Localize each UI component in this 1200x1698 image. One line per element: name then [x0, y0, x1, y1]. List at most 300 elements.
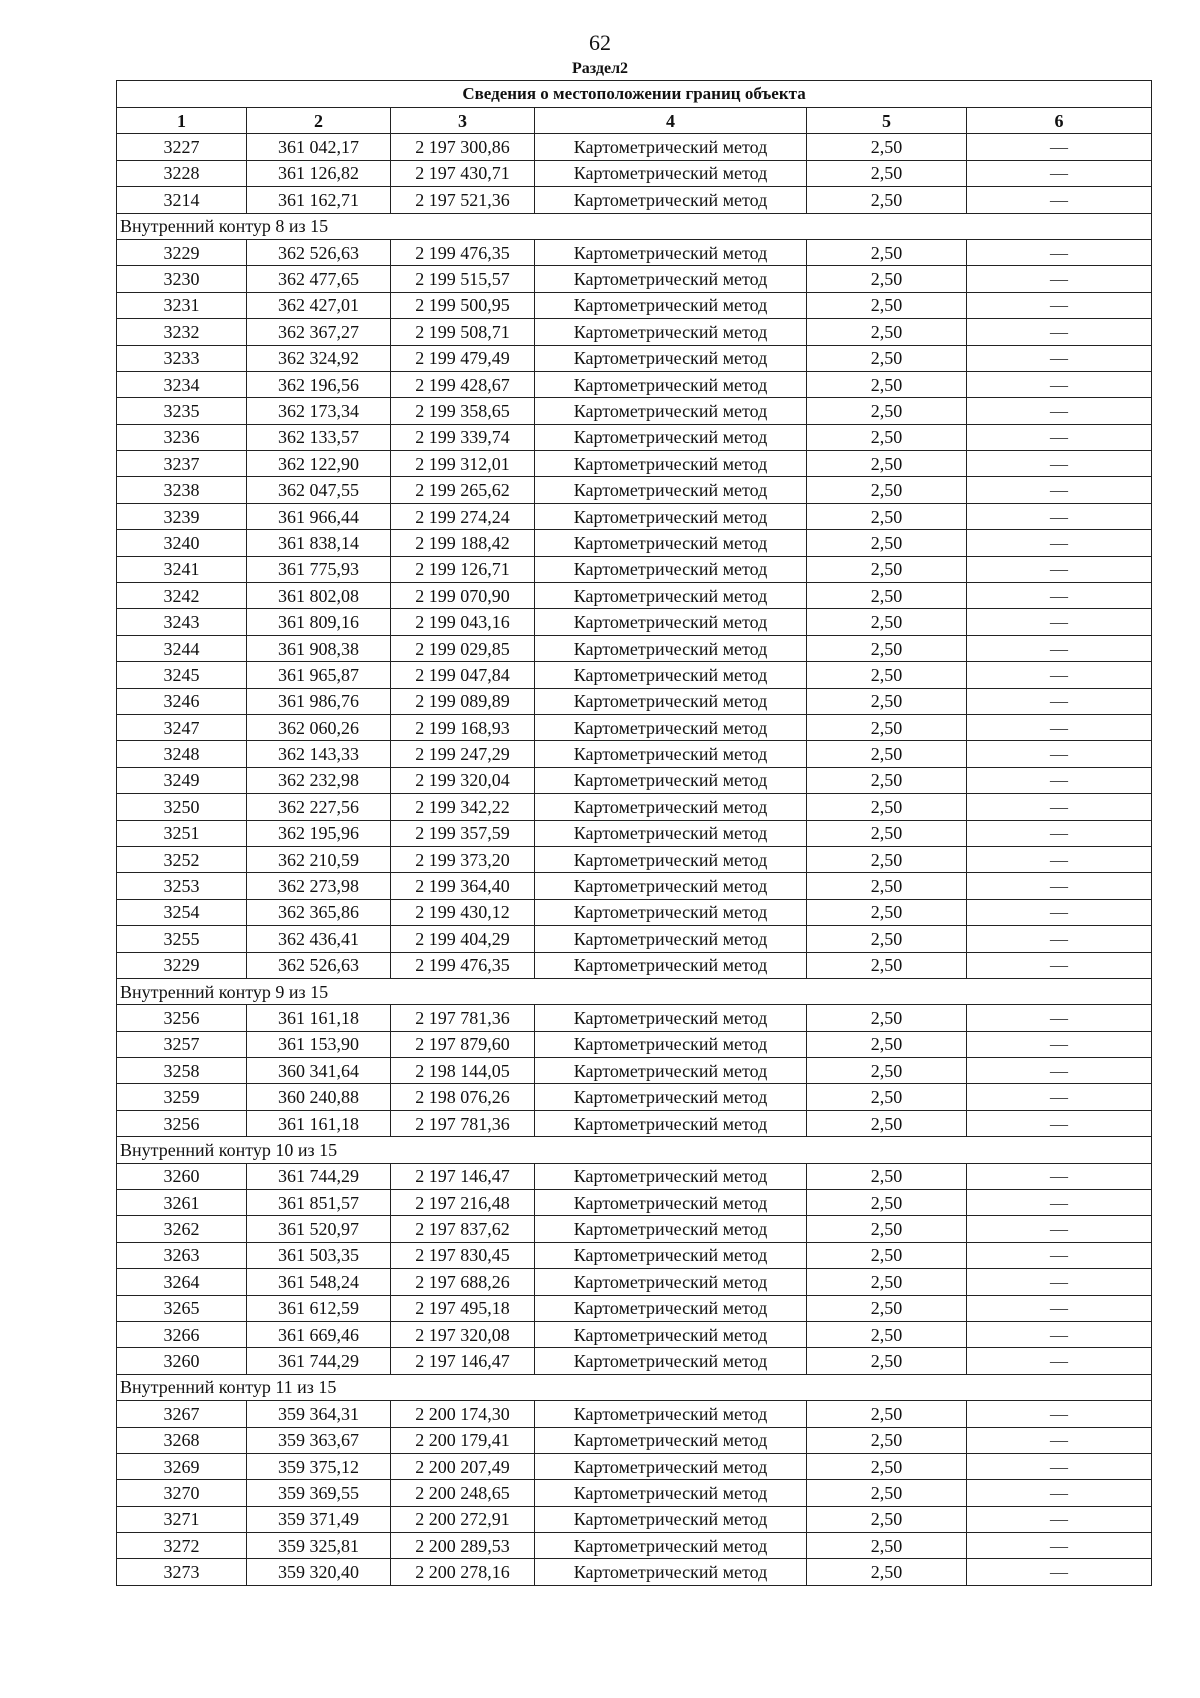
accuracy-cell: 2,50 — [807, 134, 967, 160]
y-coordinate-cell: 2 199 265,62 — [391, 477, 535, 503]
x-coordinate-cell: 361 908,38 — [247, 635, 391, 661]
table-row — [117, 1559, 1152, 1585]
description-cell: — — [967, 134, 1152, 160]
accuracy-cell: 2,50 — [807, 741, 967, 767]
x-coordinate-cell: 361 520,97 — [247, 1216, 391, 1242]
table-body — [117, 134, 1152, 1585]
description-cell: — — [967, 345, 1152, 371]
column-number: 5 — [807, 108, 967, 134]
method-cell: Картометрический метод — [535, 1190, 807, 1216]
method-cell: Картометрический метод — [535, 952, 807, 978]
y-coordinate-cell: 2 200 248,65 — [391, 1480, 535, 1506]
x-coordinate-cell: 362 143,33 — [247, 741, 391, 767]
y-coordinate-cell: 2 199 476,35 — [391, 239, 535, 265]
accuracy-cell: 2,50 — [807, 477, 967, 503]
table-row — [117, 1084, 1152, 1110]
x-coordinate-cell: 359 371,49 — [247, 1506, 391, 1532]
description-cell: — — [967, 451, 1152, 477]
accuracy-cell: 2,50 — [807, 1321, 967, 1347]
point-number-cell: 3241 — [117, 556, 247, 582]
description-cell: — — [967, 952, 1152, 978]
table-row — [117, 1005, 1152, 1031]
method-cell: Картометрический метод — [535, 635, 807, 661]
accuracy-cell: 2,50 — [807, 1110, 967, 1136]
x-coordinate-cell: 362 196,56 — [247, 371, 391, 397]
table-row — [117, 1533, 1152, 1559]
column-number: 2 — [247, 108, 391, 134]
y-coordinate-cell: 2 199 274,24 — [391, 503, 535, 529]
description-cell: — — [967, 609, 1152, 635]
accuracy-cell: 2,50 — [807, 846, 967, 872]
point-number-cell: 3242 — [117, 583, 247, 609]
point-number-cell: 3230 — [117, 266, 247, 292]
x-coordinate-cell: 359 375,12 — [247, 1453, 391, 1479]
y-coordinate-cell: 2 200 272,91 — [391, 1506, 535, 1532]
method-cell: Картометрический метод — [535, 292, 807, 318]
y-coordinate-cell: 2 199 247,29 — [391, 741, 535, 767]
point-number-cell: 3244 — [117, 635, 247, 661]
contour-group-row — [117, 213, 1152, 239]
description-cell: — — [967, 239, 1152, 265]
description-cell: — — [967, 1110, 1152, 1136]
x-coordinate-cell: 360 240,88 — [247, 1084, 391, 1110]
boundary-coordinates-table — [116, 80, 1152, 1586]
y-coordinate-cell: 2 199 188,42 — [391, 530, 535, 556]
accuracy-cell: 2,50 — [807, 952, 967, 978]
table-row — [117, 503, 1152, 529]
point-number-cell: 3257 — [117, 1031, 247, 1057]
x-coordinate-cell: 362 526,63 — [247, 239, 391, 265]
accuracy-cell: 2,50 — [807, 266, 967, 292]
accuracy-cell: 2,50 — [807, 292, 967, 318]
description-cell: — — [967, 292, 1152, 318]
method-cell: Картометрический метод — [535, 451, 807, 477]
point-number-cell: 3256 — [117, 1005, 247, 1031]
x-coordinate-cell: 361 744,29 — [247, 1163, 391, 1189]
y-coordinate-cell: 2 198 076,26 — [391, 1084, 535, 1110]
accuracy-cell: 2,50 — [807, 767, 967, 793]
description-cell: — — [967, 1031, 1152, 1057]
point-number-cell: 3228 — [117, 160, 247, 186]
method-cell: Картометрический метод — [535, 1453, 807, 1479]
method-cell: Картометрический метод — [535, 1110, 807, 1136]
y-coordinate-cell: 2 199 404,29 — [391, 926, 535, 952]
description-cell: — — [967, 1216, 1152, 1242]
description-cell: — — [967, 556, 1152, 582]
method-cell: Картометрический метод — [535, 1506, 807, 1532]
contour-group-label: Внутренний контур 10 из 15 — [117, 1137, 1152, 1163]
x-coordinate-cell: 360 341,64 — [247, 1058, 391, 1084]
table-row — [117, 1401, 1152, 1427]
method-cell: Картометрический метод — [535, 1216, 807, 1242]
accuracy-cell: 2,50 — [807, 1533, 967, 1559]
y-coordinate-cell: 2 197 146,47 — [391, 1348, 535, 1374]
point-number-cell: 3265 — [117, 1295, 247, 1321]
x-coordinate-cell: 362 227,56 — [247, 794, 391, 820]
accuracy-cell: 2,50 — [807, 319, 967, 345]
table-row — [117, 134, 1152, 160]
point-number-cell: 3245 — [117, 662, 247, 688]
y-coordinate-cell: 2 199 342,22 — [391, 794, 535, 820]
page-number: 62 — [589, 30, 611, 55]
column-number: 4 — [535, 108, 807, 134]
method-cell: Картометрический метод — [535, 714, 807, 740]
method-cell: Картометрический метод — [535, 424, 807, 450]
point-number-cell: 3231 — [117, 292, 247, 318]
point-number-cell: 3246 — [117, 688, 247, 714]
y-coordinate-cell: 2 199 070,90 — [391, 583, 535, 609]
description-cell: — — [967, 1295, 1152, 1321]
table-row — [117, 1269, 1152, 1295]
x-coordinate-cell: 361 809,16 — [247, 609, 391, 635]
description-cell: — — [967, 873, 1152, 899]
point-number-cell: 3234 — [117, 371, 247, 397]
y-coordinate-cell: 2 197 146,47 — [391, 1163, 535, 1189]
point-number-cell: 3253 — [117, 873, 247, 899]
method-cell: Картометрический метод — [535, 873, 807, 899]
table-row — [117, 239, 1152, 265]
y-coordinate-cell: 2 199 089,89 — [391, 688, 535, 714]
description-cell: — — [967, 477, 1152, 503]
description-cell: — — [967, 1190, 1152, 1216]
accuracy-cell: 2,50 — [807, 1348, 967, 1374]
table-row — [117, 319, 1152, 345]
x-coordinate-cell: 362 232,98 — [247, 767, 391, 793]
point-number-cell: 3259 — [117, 1084, 247, 1110]
description-cell: — — [967, 1506, 1152, 1532]
method-cell: Картометрический метод — [535, 926, 807, 952]
x-coordinate-cell: 361 986,76 — [247, 688, 391, 714]
point-number-cell: 3261 — [117, 1190, 247, 1216]
method-cell: Картометрический метод — [535, 160, 807, 186]
method-cell: Картометрический метод — [535, 134, 807, 160]
method-cell: Картометрический метод — [535, 1058, 807, 1084]
contour-group-label: Внутренний контур 11 из 15 — [117, 1374, 1152, 1400]
x-coordinate-cell: 359 320,40 — [247, 1559, 391, 1585]
y-coordinate-cell: 2 200 179,41 — [391, 1427, 535, 1453]
point-number-cell: 3266 — [117, 1321, 247, 1347]
description-cell: — — [967, 688, 1152, 714]
table-row — [117, 1190, 1152, 1216]
x-coordinate-cell: 362 047,55 — [247, 477, 391, 503]
accuracy-cell: 2,50 — [807, 1427, 967, 1453]
table-row — [117, 451, 1152, 477]
point-number-cell: 3214 — [117, 187, 247, 213]
y-coordinate-cell: 2 199 168,93 — [391, 714, 535, 740]
section-label: Раздел2 — [571, 60, 629, 77]
accuracy-cell: 2,50 — [807, 1269, 967, 1295]
y-coordinate-cell: 2 197 495,18 — [391, 1295, 535, 1321]
accuracy-cell: 2,50 — [807, 1163, 967, 1189]
description-cell: — — [967, 530, 1152, 556]
x-coordinate-cell: 361 612,59 — [247, 1295, 391, 1321]
method-cell: Картометрический метод — [535, 1321, 807, 1347]
x-coordinate-cell: 361 548,24 — [247, 1269, 391, 1295]
description-cell: — — [967, 503, 1152, 529]
method-cell: Картометрический метод — [535, 820, 807, 846]
method-cell: Картометрический метод — [535, 767, 807, 793]
table-row — [117, 952, 1152, 978]
accuracy-cell: 2,50 — [807, 688, 967, 714]
method-cell: Картометрический метод — [535, 662, 807, 688]
table-row — [117, 424, 1152, 450]
y-coordinate-cell: 2 197 521,36 — [391, 187, 535, 213]
description-cell: — — [967, 1321, 1152, 1347]
table-row — [117, 1163, 1152, 1189]
method-cell: Картометрический метод — [535, 609, 807, 635]
y-coordinate-cell: 2 197 879,60 — [391, 1031, 535, 1057]
y-coordinate-cell: 2 198 144,05 — [391, 1058, 535, 1084]
method-cell: Картометрический метод — [535, 1533, 807, 1559]
x-coordinate-cell: 361 153,90 — [247, 1031, 391, 1057]
description-cell: — — [967, 371, 1152, 397]
description-cell: — — [967, 794, 1152, 820]
y-coordinate-cell: 2 197 781,36 — [391, 1005, 535, 1031]
point-number-cell: 3240 — [117, 530, 247, 556]
accuracy-cell: 2,50 — [807, 635, 967, 661]
x-coordinate-cell: 359 369,55 — [247, 1480, 391, 1506]
description-cell: — — [967, 926, 1152, 952]
x-coordinate-cell: 362 122,90 — [247, 451, 391, 477]
accuracy-cell: 2,50 — [807, 1242, 967, 1268]
point-number-cell: 3260 — [117, 1348, 247, 1374]
table-row — [117, 556, 1152, 582]
y-coordinate-cell: 2 197 830,45 — [391, 1242, 535, 1268]
y-coordinate-cell: 2 199 515,57 — [391, 266, 535, 292]
table-row — [117, 794, 1152, 820]
contour-group-label: Внутренний контур 9 из 15 — [117, 978, 1152, 1004]
description-cell: — — [967, 160, 1152, 186]
y-coordinate-cell: 2 197 688,26 — [391, 1269, 535, 1295]
description-cell: — — [967, 662, 1152, 688]
table-row — [117, 1427, 1152, 1453]
point-number-cell: 3263 — [117, 1242, 247, 1268]
point-number-cell: 3239 — [117, 503, 247, 529]
x-coordinate-cell: 362 477,65 — [247, 266, 391, 292]
x-coordinate-cell: 361 669,46 — [247, 1321, 391, 1347]
table-row — [117, 1506, 1152, 1532]
y-coordinate-cell: 2 199 430,12 — [391, 899, 535, 925]
y-coordinate-cell: 2 199 357,59 — [391, 820, 535, 846]
accuracy-cell: 2,50 — [807, 926, 967, 952]
table-row — [117, 1480, 1152, 1506]
table-row — [117, 926, 1152, 952]
point-number-cell: 3255 — [117, 926, 247, 952]
x-coordinate-cell: 362 210,59 — [247, 846, 391, 872]
y-coordinate-cell: 2 199 320,04 — [391, 767, 535, 793]
point-number-cell: 3232 — [117, 319, 247, 345]
y-coordinate-cell: 2 199 500,95 — [391, 292, 535, 318]
accuracy-cell: 2,50 — [807, 451, 967, 477]
x-coordinate-cell: 359 364,31 — [247, 1401, 391, 1427]
x-coordinate-cell: 361 966,44 — [247, 503, 391, 529]
x-coordinate-cell: 361 802,08 — [247, 583, 391, 609]
description-cell: — — [967, 319, 1152, 345]
point-number-cell: 3272 — [117, 1533, 247, 1559]
table-row — [117, 1110, 1152, 1136]
method-cell: Картометрический метод — [535, 688, 807, 714]
point-number-cell: 3251 — [117, 820, 247, 846]
table-row — [117, 160, 1152, 186]
table-row — [117, 1295, 1152, 1321]
method-cell: Картометрический метод — [535, 583, 807, 609]
method-cell: Картометрический метод — [535, 398, 807, 424]
method-cell: Картометрический метод — [535, 503, 807, 529]
table-row — [117, 741, 1152, 767]
point-number-cell: 3264 — [117, 1269, 247, 1295]
accuracy-cell: 2,50 — [807, 187, 967, 213]
point-number-cell: 3236 — [117, 424, 247, 450]
point-number-cell: 3268 — [117, 1427, 247, 1453]
method-cell: Картометрический метод — [535, 556, 807, 582]
method-cell: Картометрический метод — [535, 1031, 807, 1057]
method-cell: Картометрический метод — [535, 319, 807, 345]
table-row — [117, 873, 1152, 899]
accuracy-cell: 2,50 — [807, 1005, 967, 1031]
x-coordinate-cell: 361 161,18 — [247, 1005, 391, 1031]
y-coordinate-cell: 2 200 174,30 — [391, 1401, 535, 1427]
description-cell: — — [967, 1533, 1152, 1559]
accuracy-cell: 2,50 — [807, 1295, 967, 1321]
table-row — [117, 266, 1152, 292]
x-coordinate-cell: 362 173,34 — [247, 398, 391, 424]
y-coordinate-cell: 2 199 047,84 — [391, 662, 535, 688]
accuracy-cell: 2,50 — [807, 899, 967, 925]
table-row — [117, 1348, 1152, 1374]
x-coordinate-cell: 361 503,35 — [247, 1242, 391, 1268]
method-cell: Картометрический метод — [535, 1242, 807, 1268]
point-number-cell: 3252 — [117, 846, 247, 872]
x-coordinate-cell: 361 042,17 — [247, 134, 391, 160]
point-number-cell: 3269 — [117, 1453, 247, 1479]
y-coordinate-cell: 2 199 428,67 — [391, 371, 535, 397]
table-row — [117, 635, 1152, 661]
accuracy-cell: 2,50 — [807, 794, 967, 820]
method-cell: Картометрический метод — [535, 1084, 807, 1110]
method-cell: Картометрический метод — [535, 239, 807, 265]
table-row — [117, 530, 1152, 556]
table-row — [117, 1031, 1152, 1057]
description-cell: — — [967, 1163, 1152, 1189]
table-row — [117, 714, 1152, 740]
point-number-cell: 3243 — [117, 609, 247, 635]
method-cell: Картометрический метод — [535, 477, 807, 503]
x-coordinate-cell: 362 436,41 — [247, 926, 391, 952]
accuracy-cell: 2,50 — [807, 1190, 967, 1216]
accuracy-cell: 2,50 — [807, 1216, 967, 1242]
description-cell: — — [967, 820, 1152, 846]
point-number-cell: 3235 — [117, 398, 247, 424]
x-coordinate-cell: 361 775,93 — [247, 556, 391, 582]
x-coordinate-cell: 359 363,67 — [247, 1427, 391, 1453]
accuracy-cell: 2,50 — [807, 1506, 967, 1532]
description-cell: — — [967, 1453, 1152, 1479]
y-coordinate-cell: 2 199 358,65 — [391, 398, 535, 424]
accuracy-cell: 2,50 — [807, 820, 967, 846]
description-cell: — — [967, 1427, 1152, 1453]
method-cell: Картометрический метод — [535, 1295, 807, 1321]
description-cell: — — [967, 398, 1152, 424]
table-row — [117, 292, 1152, 318]
accuracy-cell: 2,50 — [807, 1058, 967, 1084]
method-cell: Картометрический метод — [535, 794, 807, 820]
accuracy-cell: 2,50 — [807, 609, 967, 635]
table-row — [117, 1242, 1152, 1268]
y-coordinate-cell: 2 197 837,62 — [391, 1216, 535, 1242]
method-cell: Картометрический метод — [535, 846, 807, 872]
y-coordinate-cell: 2 199 043,16 — [391, 609, 535, 635]
y-coordinate-cell: 2 197 430,71 — [391, 160, 535, 186]
y-coordinate-cell: 2 197 781,36 — [391, 1110, 535, 1136]
x-coordinate-cell: 361 838,14 — [247, 530, 391, 556]
method-cell: Картометрический метод — [535, 1480, 807, 1506]
description-cell: — — [967, 1348, 1152, 1374]
table-row — [117, 688, 1152, 714]
description-cell: — — [967, 1084, 1152, 1110]
table-row — [117, 187, 1152, 213]
method-cell: Картометрический метод — [535, 1427, 807, 1453]
table-row — [117, 767, 1152, 793]
point-number-cell: 3256 — [117, 1110, 247, 1136]
table-row — [117, 609, 1152, 635]
point-number-cell: 3260 — [117, 1163, 247, 1189]
accuracy-cell: 2,50 — [807, 398, 967, 424]
x-coordinate-cell: 361 162,71 — [247, 187, 391, 213]
accuracy-cell: 2,50 — [807, 714, 967, 740]
y-coordinate-cell: 2 199 339,74 — [391, 424, 535, 450]
method-cell: Картометрический метод — [535, 1269, 807, 1295]
y-coordinate-cell: 2 197 320,08 — [391, 1321, 535, 1347]
point-number-cell: 3267 — [117, 1401, 247, 1427]
x-coordinate-cell: 361 965,87 — [247, 662, 391, 688]
x-coordinate-cell: 362 427,01 — [247, 292, 391, 318]
y-coordinate-cell: 2 199 126,71 — [391, 556, 535, 582]
y-coordinate-cell: 2 199 029,85 — [391, 635, 535, 661]
accuracy-cell: 2,50 — [807, 503, 967, 529]
method-cell: Картометрический метод — [535, 345, 807, 371]
point-number-cell: 3248 — [117, 741, 247, 767]
y-coordinate-cell: 2 200 278,16 — [391, 1559, 535, 1585]
point-number-cell: 3270 — [117, 1480, 247, 1506]
contour-group-row — [117, 978, 1152, 1004]
point-number-cell: 3273 — [117, 1559, 247, 1585]
y-coordinate-cell: 2 199 479,49 — [391, 345, 535, 371]
description-cell: — — [967, 846, 1152, 872]
table-row — [117, 371, 1152, 397]
method-cell: Картометрический метод — [535, 266, 807, 292]
contour-group-row — [117, 1374, 1152, 1400]
accuracy-cell: 2,50 — [807, 424, 967, 450]
x-coordinate-cell: 361 851,57 — [247, 1190, 391, 1216]
x-coordinate-cell: 361 126,82 — [247, 160, 391, 186]
description-cell: — — [967, 266, 1152, 292]
x-coordinate-cell: 362 365,86 — [247, 899, 391, 925]
x-coordinate-cell: 362 367,27 — [247, 319, 391, 345]
method-cell: Картометрический метод — [535, 1005, 807, 1031]
accuracy-cell: 2,50 — [807, 1401, 967, 1427]
point-number-cell: 3271 — [117, 1506, 247, 1532]
y-coordinate-cell: 2 199 476,35 — [391, 952, 535, 978]
method-cell: Картометрический метод — [535, 899, 807, 925]
description-cell: — — [967, 1242, 1152, 1268]
y-coordinate-cell: 2 197 216,48 — [391, 1190, 535, 1216]
method-cell: Картометрический метод — [535, 1163, 807, 1189]
accuracy-cell: 2,50 — [807, 239, 967, 265]
table-row — [117, 345, 1152, 371]
description-cell: — — [967, 1480, 1152, 1506]
accuracy-cell: 2,50 — [807, 662, 967, 688]
point-number-cell: 3237 — [117, 451, 247, 477]
